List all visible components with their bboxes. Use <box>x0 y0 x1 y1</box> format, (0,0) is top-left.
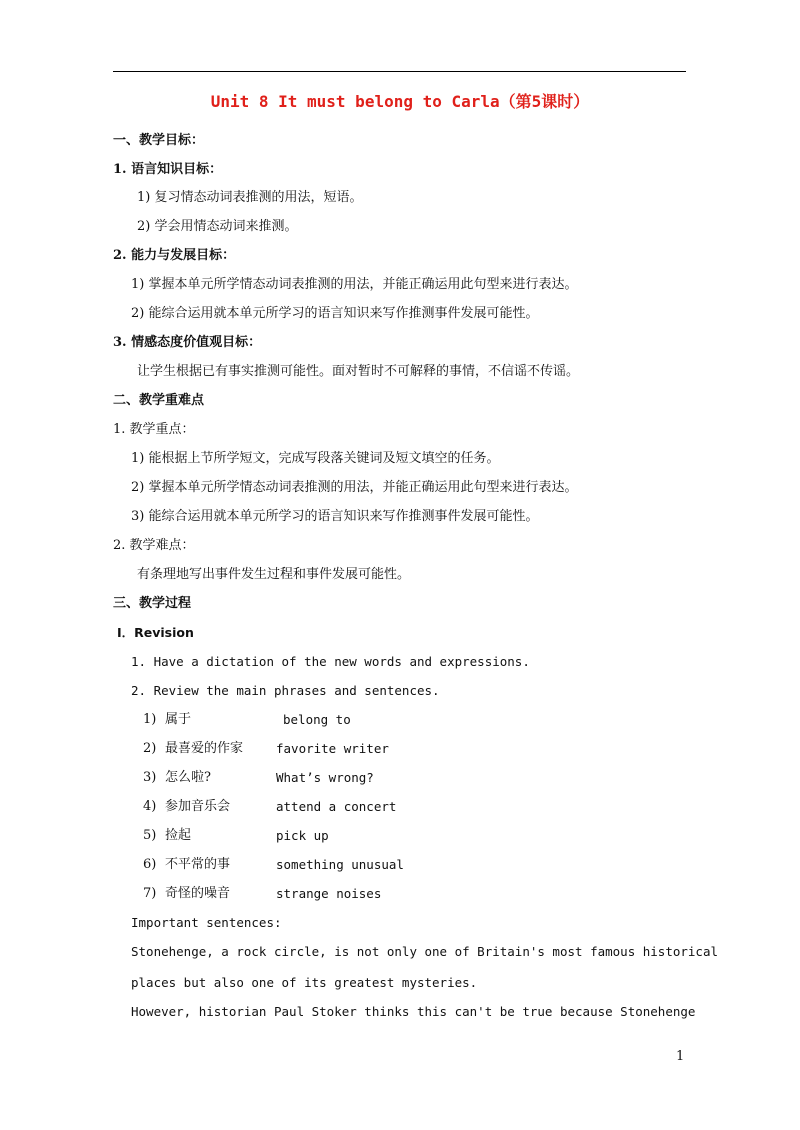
section-heading-objectives: 一、教学目标： <box>113 133 205 148</box>
subheading-focus: 1. 教学重点： <box>113 422 195 437</box>
phrase-row <box>143 770 443 786</box>
subheading-difficulty: 2. 教学难点： <box>113 538 195 553</box>
focus-item-1: 1) 能根据上节所学短文，完成写段落关键词及短文填空的任务。 <box>131 451 500 466</box>
phrase-number: 7) <box>143 886 157 901</box>
phrase-english: pick up <box>276 828 329 843</box>
focus-item-2: 2) 掌握本单元所学情态动词表推测的用法，并能正确运用此句型来进行表达。 <box>131 480 578 495</box>
page-title: Unit 8 It must belong to Carla（第5课时） <box>210 92 590 111</box>
page-number: 1 <box>676 1049 685 1064</box>
phrase-chinese: 不平常的事 <box>165 857 231 872</box>
knowledge-item-2: 2) 学会用情态动词来推测。 <box>137 219 298 234</box>
ability-item-1: 1) 掌握本单元所学情态动词表推测的用法，并能正确运用此句型来进行表达。 <box>131 277 578 292</box>
phrase-chinese: 最喜爱的作家 <box>165 741 244 756</box>
phrase-chinese: 奇怪的噪音 <box>165 886 231 901</box>
phrase-number: 4) <box>143 799 157 814</box>
phrase-english: attend a concert <box>276 799 397 814</box>
subheading-attitude: 3. 情感态度价值观目标： <box>113 335 262 350</box>
phrase-number: 3) <box>143 770 157 785</box>
section-heading-process: 三、教学过程 <box>113 596 192 611</box>
knowledge-item-1: 1) 复习情态动词表推测的用法，短语。 <box>137 190 363 205</box>
phrase-number: 6) <box>143 857 157 872</box>
phrase-row <box>143 741 443 757</box>
phrase-row <box>143 886 443 902</box>
phrase-row <box>143 857 443 873</box>
difficulty-text: 有条理地写出事件发生过程和事件发展可能性。 <box>137 567 411 582</box>
phrase-row <box>143 712 443 728</box>
attitude-text: 让学生根据已有事实推测可能性。面对暂时不可解释的事情，不信谣不传谣。 <box>137 364 580 379</box>
phrase-number: 5) <box>143 828 157 843</box>
phrase-english: something unusual <box>276 857 404 872</box>
revision-step-1: 1. Have a dictation of the new words and expressions. <box>131 654 530 669</box>
phrase-number: 2) <box>143 741 157 756</box>
phrase-chinese: 怎么啦? <box>165 770 211 785</box>
phrase-chinese: 属于 <box>165 712 192 727</box>
phrase-number: 1) <box>143 712 157 727</box>
section-heading-key-points: 二、教学重难点 <box>113 393 205 408</box>
subheading-knowledge: 1. 语言知识目标： <box>113 162 223 177</box>
important-sentences-label: Important sentences: <box>131 915 282 930</box>
sentence-line-1: Stonehenge, a rock circle, is not only one of Britain's most famous historical <box>131 944 718 959</box>
ability-item-2: 2) 能综合运用就本单元所学习的语言知识来写作推测事件发展可能性。 <box>131 306 539 321</box>
subheading-ability: 2. 能力与发展目标： <box>113 248 236 263</box>
revision-heading: Ⅰ．Revision <box>117 625 194 640</box>
phrase-english: favorite writer <box>276 741 389 756</box>
sentence-line-2: places but also one of its greatest mysteries. <box>131 975 478 990</box>
revision-step-2: 2. Review the main phrases and sentences. <box>131 683 440 698</box>
phrase-row <box>143 828 443 844</box>
phrase-english: belong to <box>283 712 351 727</box>
phrase-row <box>143 799 443 815</box>
phrase-english: strange noises <box>276 886 382 901</box>
focus-item-3: 3) 能综合运用就本单元所学习的语言知识来写作推测事件发展可能性。 <box>131 509 539 524</box>
phrase-english: What’s wrong? <box>276 770 374 785</box>
phrase-chinese: 参加音乐会 <box>165 799 231 814</box>
phrase-chinese: 捡起 <box>165 828 192 843</box>
sentence-line-3: However, historian Paul Stoker thinks this can't be true because Stonehenge <box>131 1004 696 1019</box>
header-rule <box>113 71 686 72</box>
